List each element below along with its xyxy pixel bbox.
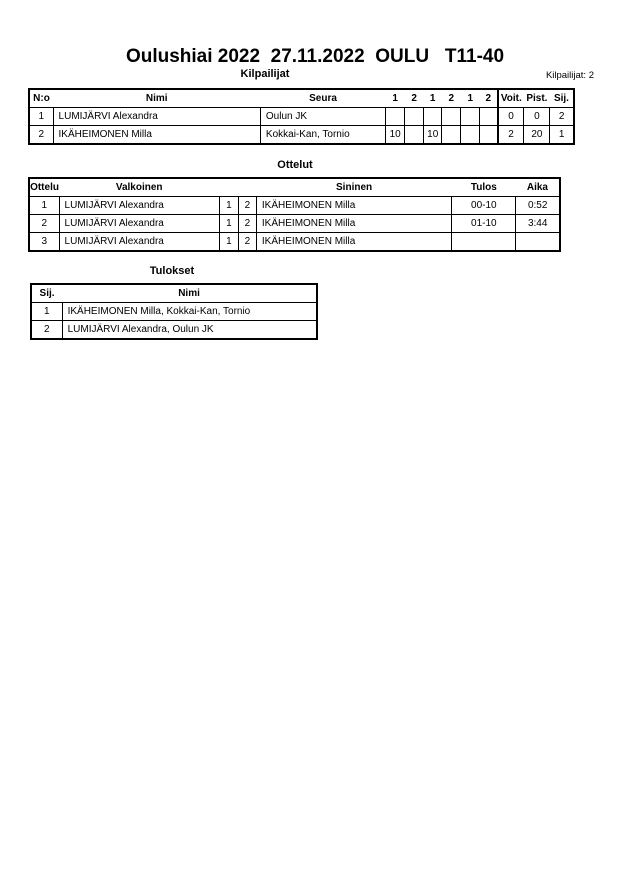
header-score-3: 1	[424, 89, 442, 108]
cell-score-5	[461, 126, 480, 145]
header-score-2: 2	[405, 89, 424, 108]
cell-white-name: LUMIJÄRVI Alexandra	[59, 197, 219, 215]
cell-blue-no: 2	[238, 197, 256, 215]
cell-points: 0	[524, 108, 550, 126]
results-table	[30, 283, 318, 340]
header-match: Ottelu	[29, 178, 59, 197]
results-header-row	[31, 284, 317, 303]
match-row	[29, 197, 560, 215]
cell-points: 20	[524, 126, 550, 145]
header-name: Nimi	[53, 89, 260, 108]
header-blue-no	[238, 178, 256, 197]
cell-blue-name: IKÄHEIMONEN Milla	[256, 197, 451, 215]
cell-result: 00-10	[452, 197, 516, 215]
results-heading: Tulokset	[149, 265, 195, 277]
competitor-count-label: Kilpailijat: 2	[545, 70, 594, 81]
cell-blue-name: IKÄHEIMONEN Milla	[256, 215, 451, 233]
cell-score-6	[480, 126, 498, 145]
matches-header-row	[29, 178, 560, 197]
header-score-6: 2	[480, 89, 498, 108]
cell-match-no: 2	[29, 215, 59, 233]
header-result: Tulos	[452, 178, 516, 197]
header-place: Sij.	[550, 89, 574, 108]
header-time: Aika	[516, 178, 560, 197]
header-place: Sij.	[31, 284, 62, 303]
cell-time: 3:44	[516, 215, 560, 233]
cell-place: 1	[550, 126, 574, 145]
cell-result: 01-10	[452, 215, 516, 233]
cell-wins: 0	[498, 108, 524, 126]
cell-white-no: 1	[219, 197, 238, 215]
cell-score-3: 10	[424, 126, 442, 145]
cell-score-1	[386, 108, 405, 126]
header-no: N:o	[29, 89, 53, 108]
cell-place: 1	[31, 303, 62, 321]
matches-table	[28, 177, 561, 252]
cell-white-name: LUMIJÄRVI Alexandra	[59, 233, 219, 252]
cell-name: LUMIJÄRVI Alexandra, Oulun JK	[62, 321, 317, 340]
cell-blue-no: 2	[238, 215, 256, 233]
header-wins: Voit.	[498, 89, 524, 108]
header-name: Nimi	[62, 284, 317, 303]
cell-score-4	[442, 126, 461, 145]
cell-score-4	[442, 108, 461, 126]
cell-score-1: 10	[386, 126, 405, 145]
cell-time: 0:52	[516, 197, 560, 215]
competitor-row	[29, 108, 574, 126]
cell-score-3	[424, 108, 442, 126]
cell-white-no: 1	[219, 215, 238, 233]
cell-club: Oulun JK	[260, 108, 385, 126]
cell-blue-no: 2	[238, 233, 256, 252]
header-white: Valkoinen	[59, 178, 219, 197]
matches-heading: Ottelut	[277, 159, 313, 171]
match-row	[29, 215, 560, 233]
cell-blue-name: IKÄHEIMONEN Milla	[256, 233, 451, 252]
cell-match-no: 1	[29, 197, 59, 215]
cell-white-no: 1	[219, 233, 238, 252]
cell-no: 2	[29, 126, 53, 145]
cell-match-no: 3	[29, 233, 59, 252]
cell-name: IKÄHEIMONEN Milla	[53, 126, 260, 145]
competitors-heading: Kilpailijat	[240, 68, 290, 80]
competitors-header-row	[29, 89, 574, 108]
competitors-table	[28, 88, 575, 145]
cell-score-6	[480, 108, 498, 126]
result-row	[31, 321, 317, 340]
competitor-row	[29, 126, 574, 145]
cell-club: Kokkai-Kan, Tornio	[260, 126, 385, 145]
header-points: Pist.	[524, 89, 550, 108]
header-score-1: 1	[386, 89, 405, 108]
cell-name: IKÄHEIMONEN Milla, Kokkai-Kan, Tornio	[62, 303, 317, 321]
cell-time	[516, 233, 560, 252]
header-score-5: 1	[461, 89, 480, 108]
cell-score-5	[461, 108, 480, 126]
document-title: Oulushiai 2022 27.11.2022 OULU T11-40	[125, 46, 505, 67]
match-row	[29, 233, 560, 252]
result-row	[31, 303, 317, 321]
cell-result	[452, 233, 516, 252]
cell-score-2	[405, 126, 424, 145]
header-blue: Sininen	[256, 178, 451, 197]
cell-wins: 2	[498, 126, 524, 145]
header-score-4: 2	[442, 89, 461, 108]
cell-no: 1	[29, 108, 53, 126]
cell-place: 2	[31, 321, 62, 340]
cell-name: LUMIJÄRVI Alexandra	[53, 108, 260, 126]
cell-score-2	[405, 108, 424, 126]
header-club: Seura	[260, 89, 385, 108]
cell-place: 2	[550, 108, 574, 126]
cell-white-name: LUMIJÄRVI Alexandra	[59, 215, 219, 233]
header-white-no	[219, 178, 238, 197]
